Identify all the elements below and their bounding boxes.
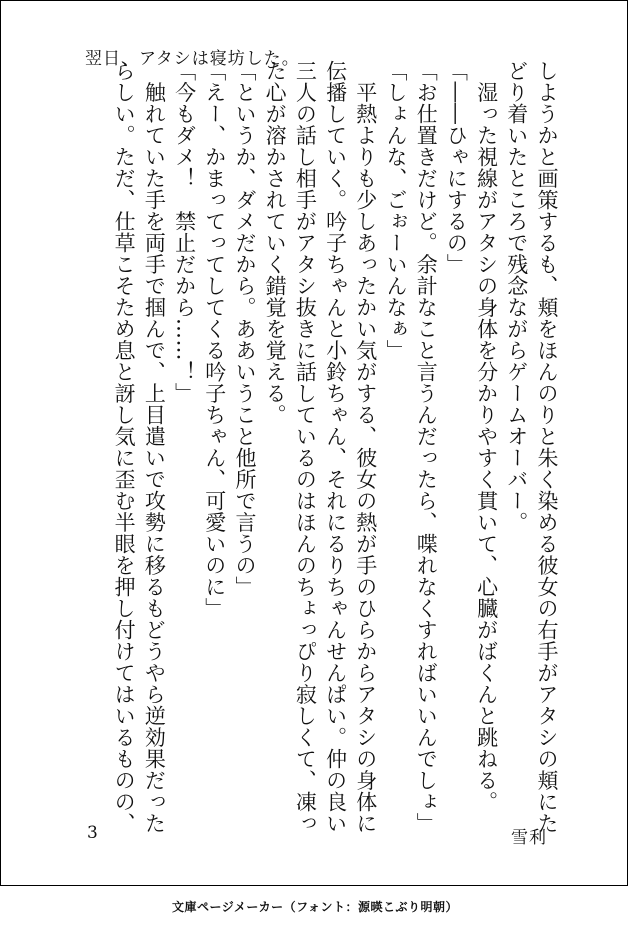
text-line: た心が溶かされていく錯覚を覚える。 [263, 60, 288, 426]
text-line: 触れていた手を両手で掴んで、上目遣いで攻勢に移るもどうやら逆効果だった [142, 60, 167, 834]
text-line: 「しょんな、ごぉーいんなぁ」 [383, 60, 408, 361]
body-text [82, 60, 562, 834]
text-line: しようかと画策するも、頬をほんのりと朱く染める彼女の右手がアタシの頬にた [535, 60, 559, 834]
text-line: 「――ひゃにするの」 [444, 60, 469, 275]
footer-credit: 文庫ページメーカー（フォント：源暎こぶり明朝） [171, 900, 459, 914]
text-line: 平熱よりも少しあったかい気がする、彼女の熱が手のひらからアタシの身体に [353, 60, 378, 834]
text-line: どり着いたところで残念ながらゲームオーバー。 [504, 60, 529, 533]
text-line: 「というか、ダメだから。ああいうこと他所で言うの」 [232, 60, 257, 598]
page-number: 3 [87, 823, 98, 843]
text-line: 伝播していく。吟子ちゃんと小鈴ちゃん、それにるりちゃんせんぱい。仲の良い [323, 60, 348, 834]
author-name: 雪利 [511, 828, 547, 848]
text-line: 「えー、かまってってしてくる吟子ちゃん、可愛いのに」 [202, 60, 227, 619]
text-line: 「お仕置きだけど。余計なこと言うんだったら、喋れなくすればいいんでしょ」 [414, 60, 439, 834]
text-line: らしい。ただ、仕草こそため息と訝し気に歪む半眼を押し付けてはいるものの、 [112, 60, 137, 834]
text-line: 三人の話し相手がアタシ抜きに話しているのはほんのちょっぴり寂しくて、凍っ [293, 60, 318, 834]
page-header: 翌日、アタシは寝坊した。 [85, 49, 300, 69]
text-line: 「今もダメ！ 禁止だから……！」 [172, 60, 197, 404]
text-line: 湿った視線がアタシの身体を分かりやすく貫いて、心臓がばくんと跳ねる。 [474, 60, 499, 813]
